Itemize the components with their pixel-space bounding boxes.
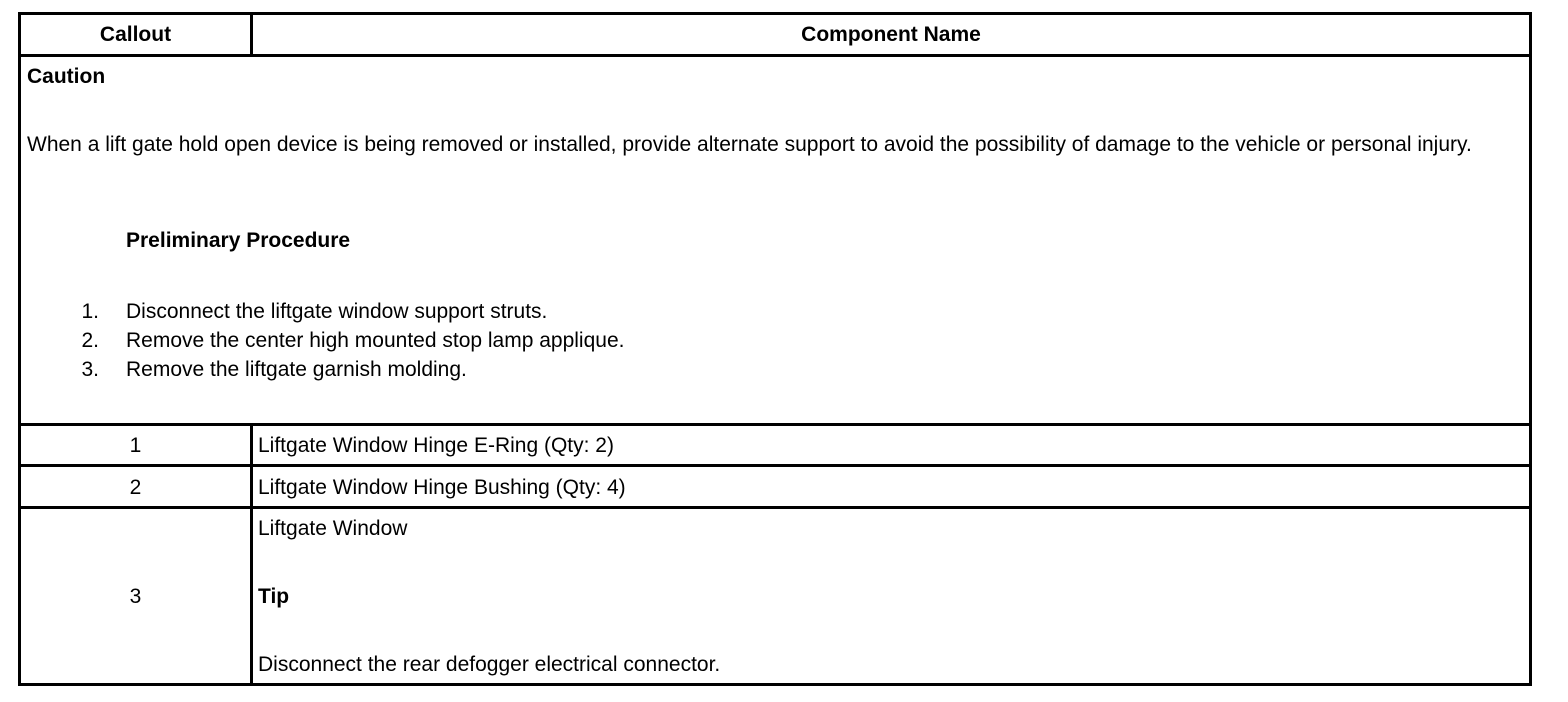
- header-component-name: Component Name: [801, 23, 981, 46]
- caution-title: Caution: [27, 65, 106, 88]
- caution-text: When a lift gate hold open device is being removed or installed, provide alternate support to avoid the possibility of damage to the vehicle or personal injury.: [27, 133, 1472, 156]
- component-table: [18, 12, 1532, 686]
- table-row-name: Liftgate Window: [258, 517, 408, 540]
- step-text: Remove the center high mounted stop lamp applique.: [126, 329, 625, 352]
- procedure-title: Preliminary Procedure: [126, 229, 351, 252]
- row-divider: [21, 464, 1529, 467]
- table-row-callout: 1: [129, 434, 142, 457]
- table-row-name: Liftgate Window Hinge Bushing (Qty: 4): [258, 476, 626, 499]
- table-row-callout: 2: [129, 476, 142, 499]
- row-divider: [21, 54, 1529, 57]
- step-number: 3.: [81, 358, 99, 381]
- table-row-callout: 3: [129, 585, 142, 608]
- table-row-name: Liftgate Window Hinge E-Ring (Qty: 2): [258, 434, 614, 457]
- row-divider: [21, 506, 1529, 509]
- tip-title: Tip: [258, 585, 290, 608]
- step-text: Disconnect the liftgate window support struts.: [126, 300, 548, 323]
- tip-text: Disconnect the rear defogger electrical connector.: [258, 653, 721, 676]
- row-divider: [21, 423, 1529, 426]
- header-callout: Callout: [99, 23, 172, 46]
- step-number: 1.: [81, 300, 99, 323]
- step-number: 2.: [81, 329, 99, 352]
- step-text: Remove the liftgate garnish molding.: [126, 358, 467, 381]
